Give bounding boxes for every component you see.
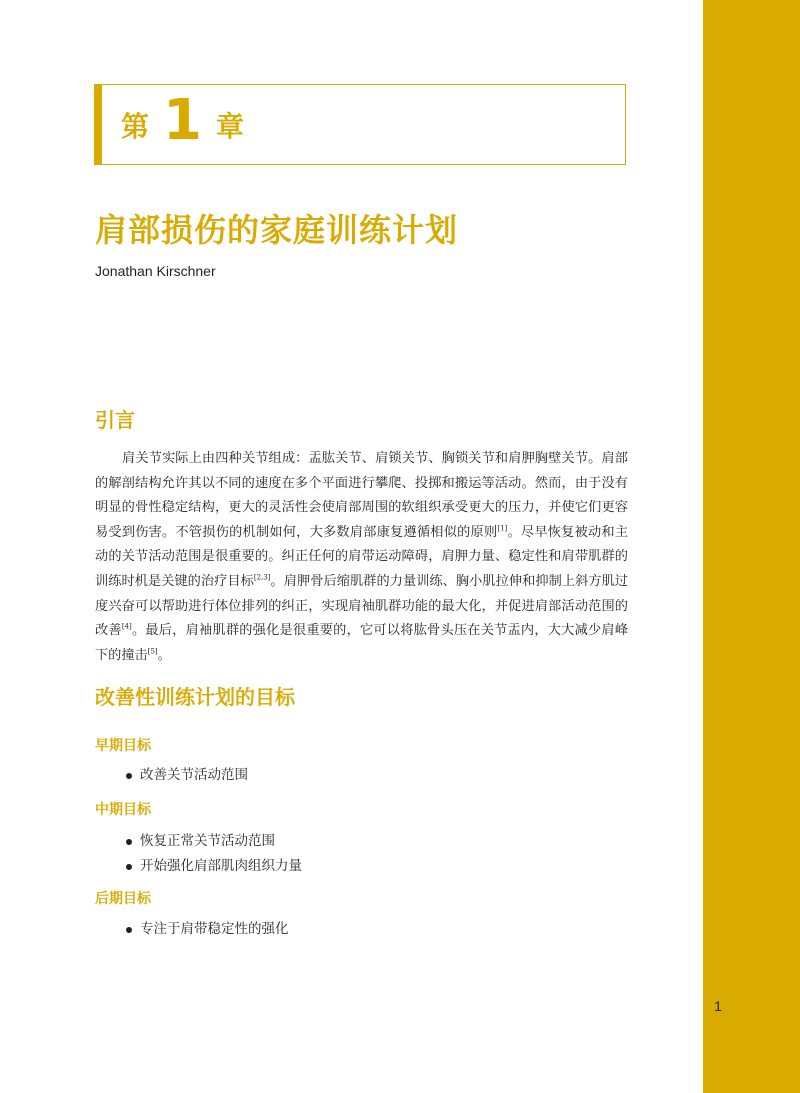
citation-3: [4] xyxy=(121,622,132,631)
intro-paragraph xyxy=(95,447,628,668)
chapter-prefix: 第 xyxy=(121,109,150,143)
page-number: 1 xyxy=(714,998,722,1014)
mid-goals-heading: 中期目标 xyxy=(95,802,151,818)
chapter-label xyxy=(121,85,244,164)
chapter-accent-bar xyxy=(95,85,102,164)
citation-4: [5] xyxy=(147,647,158,656)
bullet-icon xyxy=(126,927,132,933)
bullet-icon xyxy=(126,864,132,870)
intro-text-1: 肩关节实际上由四种关节组成：盂肱关节、肩锁关节、胸锁关节和肩胛胸壁关节。肩部的解剖结构允许其以不同的速度在多个平面进行攀爬、投掷和搬运等活动。然而，由于没有明显的骨性稳定结构，更大的灵活性会使肩部周围的软组织承受更大的压力，并使它们更容易受到伤害。不管损伤的机制如何，大多数肩部康复遵循相似的原则 xyxy=(95,451,628,540)
chapter-number: 1 xyxy=(163,87,202,153)
intro-heading: 引言 xyxy=(95,408,135,432)
list-item xyxy=(126,917,289,942)
list-item xyxy=(126,854,302,879)
intro-text-3: 。肩胛骨后缩肌群的力量训练、胸小肌拉伸和抑制上斜方肌过度兴奋可以帮助进行体位排列的纠正，实现肩袖肌群功能的最大化，并促进肩部活动范围的改善 xyxy=(95,573,628,639)
late-goals-heading: 后期目标 xyxy=(95,891,151,907)
list-item-text: 改善关节活动范围 xyxy=(140,767,248,783)
mid-goals-list xyxy=(126,829,302,879)
bullet-icon xyxy=(126,773,132,779)
list-item xyxy=(126,763,248,788)
intro-text-5: 。 xyxy=(157,647,171,663)
bullet-icon xyxy=(126,839,132,845)
intro-text-4: 。最后，肩袖肌群的强化是很重要的，它可以将肱骨头压在关节盂内，大大减少肩峰下的撞击 xyxy=(95,623,629,663)
citation-2: [2,3] xyxy=(253,573,271,582)
late-goals-list xyxy=(126,917,289,942)
chapter-title: 肩部损伤的家庭训练计划 xyxy=(95,211,459,249)
chapter-suffix: 章 xyxy=(215,109,244,143)
author-name: Jonathan Kirschner xyxy=(95,263,216,279)
intro-text-2: 。尽早恢复被动和主动的关节活动范围是很重要的。纠正任何的肩带运动障碍，肩胛力量、稳定性和肩带肌群的训练时机是关键的治疗目标 xyxy=(95,524,629,589)
list-item xyxy=(126,829,302,854)
goals-heading: 改善性训练计划的目标 xyxy=(95,685,295,709)
early-goals-heading: 早期目标 xyxy=(95,738,151,754)
side-color-band xyxy=(703,0,800,1093)
list-item-text: 专注于肩带稳定性的强化 xyxy=(140,921,289,937)
citation-1: [1] xyxy=(497,524,508,533)
list-item-text: 恢复正常关节活动范围 xyxy=(140,833,275,849)
early-goals-list xyxy=(126,763,248,788)
list-item-text: 开始强化肩部肌肉组织力量 xyxy=(140,858,302,874)
chapter-header-box xyxy=(94,84,626,165)
